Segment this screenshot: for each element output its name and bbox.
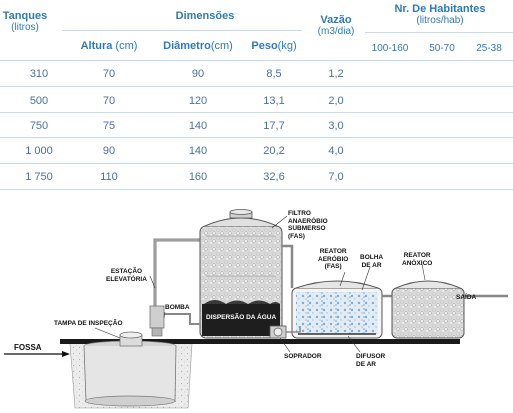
cell-peso: 20,2 — [263, 145, 285, 157]
bomba-body — [150, 306, 164, 328]
cell-altura: 110 — [100, 171, 118, 183]
label-bomba: BOMBA — [165, 304, 190, 311]
cell-altura: 90 — [102, 145, 116, 157]
cell-diametro: 160 — [188, 171, 208, 183]
label-reator-aerobio: REATOR AERÓBIO (FAS) — [318, 248, 349, 270]
soprador-unit — [270, 326, 286, 338]
header-hab-100-160: 100-160 — [371, 43, 409, 54]
reator-aerobio-tank — [292, 281, 382, 338]
diagram-drawing — [0, 196, 513, 413]
label-difusor: DIFUSOR DE AR — [356, 353, 386, 368]
label-dispersao: DISPERSÃO DA ÁGUA — [206, 314, 277, 321]
label-estacao: ESTAÇÃO ELEVATÓRIA — [106, 268, 147, 283]
table-bottom-line — [0, 189, 513, 190]
header-peso: Peso(kg) — [251, 40, 297, 52]
header-hab-50-70: 50-70 — [429, 43, 455, 54]
cell-vazao: 2,0 — [328, 95, 344, 107]
label-soprador: SOPRADOR — [284, 353, 322, 360]
header-divider-habitantes — [365, 32, 513, 33]
cell-vazao: 7,0 — [328, 171, 344, 183]
header-altura: Altura (cm) — [80, 40, 138, 52]
label-bolha: BOLHA DE AR — [360, 254, 384, 269]
cell-vazao: 1,2 — [328, 68, 344, 80]
reator-anoxico-tank — [392, 281, 464, 338]
header-hab-25-38: 25-38 — [476, 43, 502, 54]
cell-diametro: 140 — [188, 145, 208, 157]
label-reator-anoxico: REATOR ANÓXICO — [402, 252, 433, 267]
row-divider — [0, 163, 513, 164]
cell-peso: 13,1 — [263, 95, 285, 107]
cell-altura: 70 — [102, 68, 116, 80]
cell-tanque: 500 — [29, 95, 49, 107]
row-divider — [0, 112, 513, 113]
cell-peso: 8,5 — [266, 68, 282, 80]
cell-peso: 32,6 — [263, 171, 285, 183]
label-fossa: FOSSA — [14, 343, 42, 352]
header-bottom-line — [0, 60, 513, 61]
header-habitantes: Nr. De Habitantes (litros/hab) — [394, 3, 486, 26]
label-tampa: TAMPA DE INSPEÇÃO — [54, 320, 123, 327]
header-tanques: Tanques (litros) — [2, 10, 48, 33]
header-diametro: Diâmetro(cm) — [163, 40, 233, 52]
row-divider — [0, 86, 513, 87]
label-saida: SAÍDA — [456, 294, 477, 301]
cell-altura: 70 — [102, 95, 116, 107]
header-divider-dimensoes — [62, 30, 302, 31]
cell-peso: 17,7 — [263, 120, 285, 132]
label-filtro: FILTRO ANAERÓBIO SUBMERSO (FAS) — [288, 210, 328, 240]
row-divider — [0, 137, 513, 138]
cell-diametro: 90 — [191, 68, 205, 80]
cell-diametro: 140 — [188, 120, 208, 132]
cell-altura: 75 — [102, 120, 116, 132]
cell-diametro: 120 — [188, 95, 208, 107]
cell-vazao: 4,0 — [328, 145, 344, 157]
header-vazao: Vazão (m3/dia) — [317, 14, 355, 37]
cell-tanque: 310 — [29, 68, 49, 80]
specs-table — [0, 0, 513, 193]
treatment-system-diagram — [0, 196, 513, 413]
cell-tanque: 1 000 — [25, 145, 53, 157]
cell-vazao: 3,0 — [328, 120, 344, 132]
cell-tanque: 1 750 — [25, 171, 53, 183]
cell-tanque: 750 — [29, 120, 49, 132]
header-dimensoes: Dimensões — [175, 10, 235, 22]
